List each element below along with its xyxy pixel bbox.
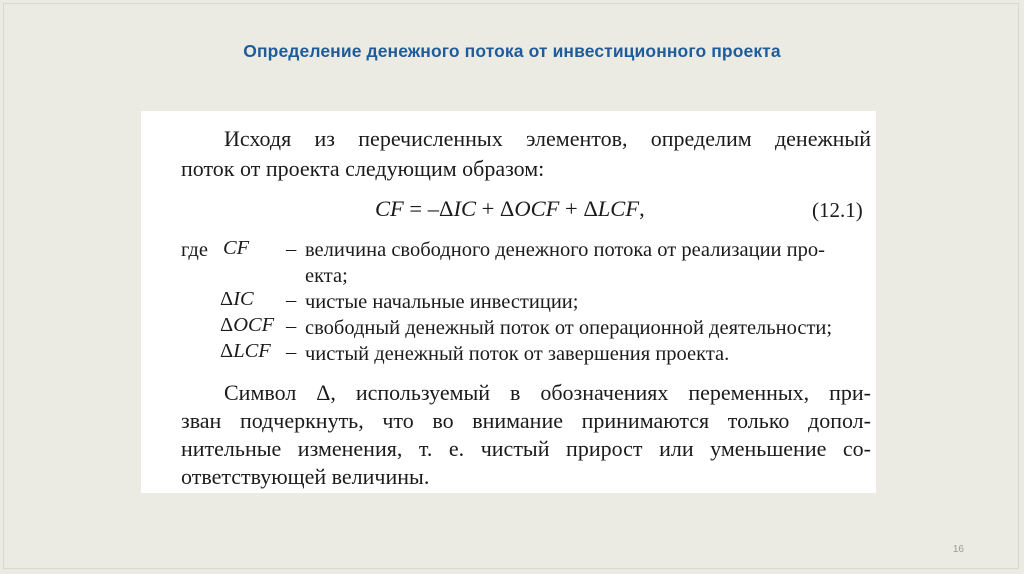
def-symbol-ocf: ΔOCF: [220, 314, 275, 336]
def-symbol-ic: ΔIC: [220, 288, 254, 310]
formula-ocf: OCF: [514, 196, 560, 221]
slide-title: Определение денежного потока от инвестиционного проекта: [243, 41, 781, 61]
paragraph-line-3: нительные изменения, т. е. чистый прирост или уменьшение со-: [181, 436, 871, 461]
def-symbol-lcf: ΔLCF: [220, 340, 271, 362]
content-image: [141, 111, 876, 493]
def-text-ocf: свободный денежный поток от операционной деятельности;: [305, 317, 833, 339]
formula: CF = –ΔIC + ΔOCF + ΔLCF,: [375, 196, 645, 221]
intro-line-1: Исходя из перечисленных элементов, определим денежный: [224, 126, 871, 151]
def-text-lcf: чистый денежный поток от завершения проекта.: [305, 343, 730, 365]
page-number: 16: [952, 544, 964, 555]
formula-ic: IC: [453, 196, 476, 221]
paragraph-line-4: ответствующей величины.: [181, 464, 430, 489]
where-label: где: [181, 239, 208, 261]
def-text-ic: чистые начальные инвестиции;: [305, 291, 579, 313]
formula-lcf: LCF: [597, 196, 640, 221]
equation-number: (12.1): [812, 198, 863, 222]
def-text-cf: величина свободного денежного потока от реализации про-: [305, 239, 825, 261]
intro-line-2: поток от проекта следующим образом:: [181, 156, 545, 181]
def-symbol-cf: CF: [223, 237, 250, 259]
paragraph-line-1: Символ Δ, используемый в обозначениях переменных, при-: [224, 380, 871, 405]
def-dash-ic: –: [286, 289, 297, 311]
def-text-cf-continuation: екта;: [305, 265, 348, 287]
formula-cf: CF: [375, 196, 404, 221]
def-dash-lcf: –: [286, 341, 297, 363]
paragraph-line-2: зван подчеркнуть, что во внимание принимаются только допол-: [181, 408, 871, 433]
def-dash-cf: –: [286, 238, 297, 260]
def-dash-ocf: –: [286, 315, 297, 337]
